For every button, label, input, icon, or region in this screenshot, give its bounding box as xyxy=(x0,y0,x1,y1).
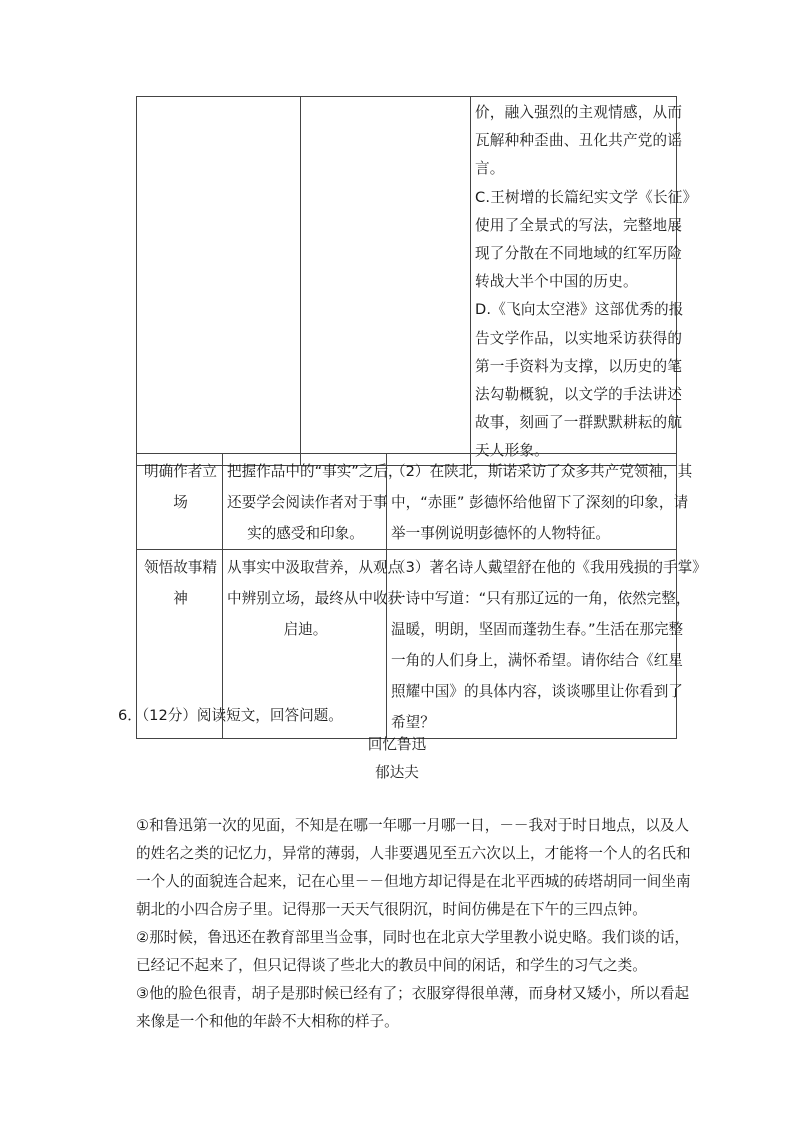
row-label: 领悟故事精 xyxy=(144,559,217,576)
article-line: 来像是一个和他的年龄不大相称的样子。 xyxy=(136,1013,399,1030)
question-text: （2）在陕北，斯诺采访了众多共产党领袖，其 xyxy=(391,463,693,480)
option-line: 第一手资料为支撑，以历史的笔 xyxy=(475,357,683,375)
empty-cell xyxy=(301,97,471,466)
row-description: 还要学会阅读作者对于事 xyxy=(227,494,388,511)
option-line: C.王树增的长篇纪实文学《长征》 xyxy=(475,188,698,206)
option-line: 告文学作品，以实地采访获得的 xyxy=(475,329,683,347)
article-line: 一个人的面貌连合起来，记在心里－－但地方却记得是在北平西城的砖塔胡同一间坐南 xyxy=(136,873,691,890)
desc-cell xyxy=(223,454,403,550)
row-description: 实的感受和印象。 xyxy=(247,525,364,542)
article-line: ①和鲁迅第一次的见面，不知是在哪一年哪一月哪一日，－－我对于时日地点，以及人 xyxy=(136,817,690,834)
article-line: ③他的脸色很青，胡子是那时候已经有了；衣服穿得很单薄，而身材又矮小，所以看起 xyxy=(136,985,690,1002)
option-line: 故事，刻画了一群默默耕耘的航 xyxy=(475,414,683,432)
article-title: 回忆鲁迅 xyxy=(367,736,427,753)
row-description: 把握作品中的“事实”之后， xyxy=(227,463,403,480)
option-line: 现了分散在不同地域的红军历险 xyxy=(475,244,683,262)
question-text: 一诗中写道：“只有那辽远的一角，依然完整， xyxy=(391,590,691,607)
question-text: 温暖，明朗，坚固而蓬勃生春。”生活在那完整 xyxy=(391,621,684,638)
label-cell xyxy=(137,454,223,550)
empty-cell xyxy=(137,97,301,466)
question-text: 一角的人们身上，满怀希望。请你结合《红星 xyxy=(391,652,683,669)
question-text: （3）著名诗人戴望舒在他的《我用残损的手掌》 xyxy=(391,559,707,576)
row-description: 中辨别立场，最终从中收获 xyxy=(227,590,403,607)
option-line: 法勾勒概貌，以文学的手法讲述 xyxy=(475,385,683,403)
option-line: 言。 xyxy=(475,160,505,178)
question-text: 举一事例说明彭德怀的人物特征。 xyxy=(391,525,610,542)
article-line: ②那时候，鲁迅还在教育部里当佥事，同时也在北京大学里教小说史略。我们谈的话， xyxy=(136,929,690,946)
row-label: 场 xyxy=(173,494,188,511)
reading-task-table xyxy=(136,453,707,739)
row-label: 明确作者立 xyxy=(144,463,217,480)
question-heading: 6．（12分）阅读短文，回答问题。 xyxy=(118,707,343,724)
question-cell xyxy=(387,550,707,739)
option-line: 价，融入强烈的主观情感，从而 xyxy=(475,104,683,121)
option-line: 转战大半个中国的历史。 xyxy=(475,273,638,291)
question-text: 中，“赤匪” 彭德怀给他留下了深刻的印象，请 xyxy=(391,494,689,511)
article-author: 郁达夫 xyxy=(375,764,419,781)
option-line: 瓦解种种歪曲、丑化共产党的谣 xyxy=(475,132,683,150)
article-line: 已经记不起来了，但只记得谈了些北大的教员中间的闲话，和学生的习气之类。 xyxy=(136,957,647,974)
option-line: 天人形象。 xyxy=(475,442,549,460)
option-line: D.《飞向太空港》这部优秀的报 xyxy=(475,301,684,319)
article-line: 朝北的小四合房子里。记得那一天天气很阴沉，时间仿佛是在下午的三四点钟。 xyxy=(136,901,647,918)
row-description: 从事实中汲取营养，从观点 xyxy=(227,559,403,576)
option-line: 使用了全景式的写法，完整地展 xyxy=(475,216,683,234)
question-text: 希望？ xyxy=(391,714,435,731)
row-description: 启迪。 xyxy=(283,621,328,638)
options-cell xyxy=(471,97,698,466)
question-text: 照耀中国》的具体内容，谈谈哪里让你看到了 xyxy=(391,683,683,700)
continued-table xyxy=(136,96,698,466)
question-cell xyxy=(387,454,693,550)
row-label: 神 xyxy=(173,590,188,607)
article-line: 的姓名之类的记忆力，异常的薄弱，人非要遇见至五六次以上，才能将一个人的名氏和 xyxy=(136,845,691,862)
table-row xyxy=(137,454,677,550)
